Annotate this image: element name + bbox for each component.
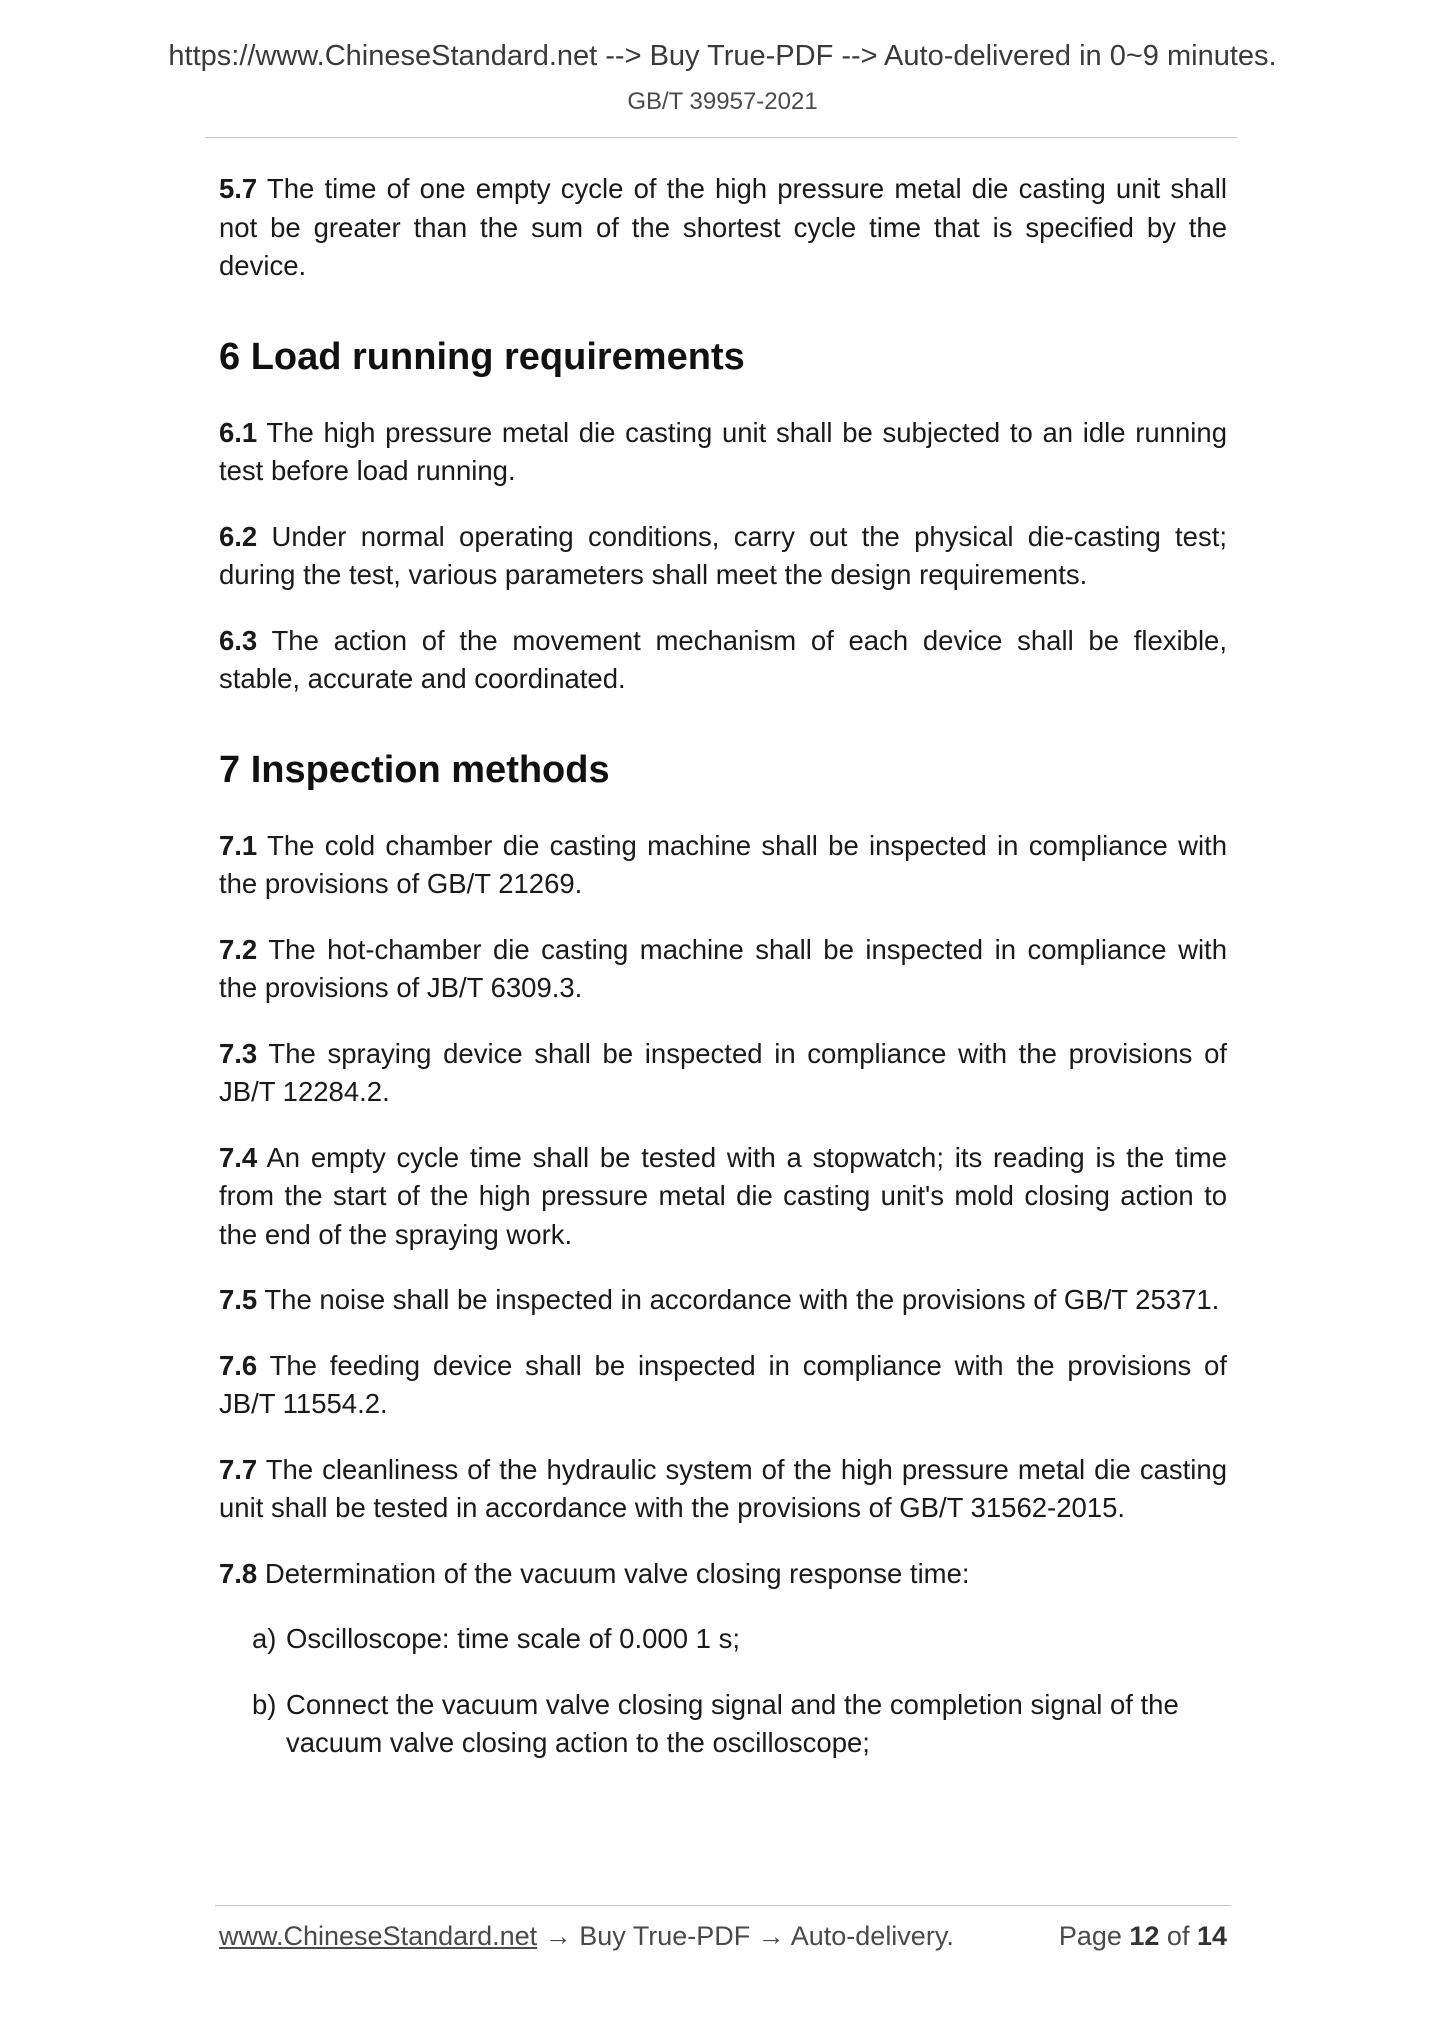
clause-number: 7.8 xyxy=(219,1557,258,1589)
clause-text: The time of one empty cycle of the high pressure metal die casting unit shall not be greater than the sum of the shortest cycle time that is specified by the device. xyxy=(219,173,1227,281)
clause-text: Determination of the vacuum valve closing response time: xyxy=(257,1557,970,1589)
clause-text: The cleanliness of the hydraulic system of the high pressure metal die casting unit shall be tested in accordance with the provisions of GB/T 31562-2015. xyxy=(219,1453,1227,1523)
list-item-b xyxy=(252,1686,1227,1763)
clause-text: The high pressure metal die casting unit shall be subjected to an idle running test before load running. xyxy=(219,416,1227,486)
clause-text: Under normal operating conditions, carry out the physical die-casting test; during the test, various parameters shall meet the design requirements. xyxy=(219,520,1227,590)
clause-number: 7.5 xyxy=(219,1284,258,1315)
clause-7-6 xyxy=(219,1347,1227,1424)
page-current: 12 xyxy=(1129,1921,1160,1951)
list-item-text: Connect the vacuum valve closing signal and the completion signal of the vacuum valve closing action to the oscilloscope; xyxy=(286,1688,1179,1758)
clause-7-1 xyxy=(219,827,1227,904)
clause-6-2 xyxy=(219,518,1227,595)
clause-7-8 xyxy=(219,1555,1227,1594)
clause-7-7 xyxy=(219,1451,1227,1528)
header-url-line: https://www.ChineseStandard.net --> Buy True-PDF --> Auto-delivered in 0~9 minutes. xyxy=(168,40,1277,72)
clause-7-5 xyxy=(219,1281,1227,1320)
clause-6-3 xyxy=(219,622,1227,699)
list-item-a xyxy=(252,1620,1227,1659)
clause-6-1 xyxy=(219,414,1227,491)
clause-text: The noise shall be inspected in accordance with the provisions of GB/T 25371. xyxy=(257,1284,1220,1315)
list-marker: a) xyxy=(252,1623,277,1654)
page-label: Page xyxy=(1058,1921,1130,1951)
clause-text: The feeding device shall be inspected in compliance with the provisions of JB/T 11554.2. xyxy=(219,1349,1227,1419)
section-heading-6: 6 Load running requirements xyxy=(219,335,745,378)
clause-number: 7.6 xyxy=(219,1349,258,1381)
footer-tagline: → Buy True-PDF → Auto-delivery. xyxy=(537,1921,954,1951)
clause-7-2 xyxy=(219,931,1227,1008)
page-of-label: of xyxy=(1159,1921,1197,1951)
document-id: GB/T 39957-2021 xyxy=(627,88,818,115)
list-item-text: Oscilloscope: time scale of 0.000 1 s; xyxy=(286,1623,740,1654)
clause-number: 6.2 xyxy=(219,520,258,552)
list-marker: b) xyxy=(252,1688,277,1720)
page-content xyxy=(219,170,1227,1790)
clause-number: 7.7 xyxy=(219,1453,258,1485)
footer-site-link[interactable]: www.ChineseStandard.net xyxy=(219,1921,538,1951)
page-footer xyxy=(219,1921,1227,1961)
page-number xyxy=(1059,1921,1227,1952)
section-heading-7: 7 Inspection methods xyxy=(219,748,610,791)
clause-text: The cold chamber die casting machine shall be inspected in compliance with the provisions of GB/T 21269. xyxy=(219,829,1227,899)
clause-number: 6.1 xyxy=(219,416,258,448)
clause-text: An empty cycle time shall be tested with a stopwatch; its reading is the time from the start of the high pressure metal die casting unit's mold closing action to the end of the spraying work. xyxy=(219,1141,1227,1250)
page-total: 14 xyxy=(1196,1921,1227,1951)
header-divider xyxy=(205,137,1237,138)
footer-divider xyxy=(215,1905,1231,1906)
clause-text: The spraying device shall be inspected in compliance with the provisions of JB/T 12284.2. xyxy=(219,1037,1227,1107)
clause-7-4 xyxy=(219,1139,1227,1255)
clause-7-3 xyxy=(219,1035,1227,1112)
clause-number: 5.7 xyxy=(219,173,258,204)
clause-text: The action of the movement mechanism of each device shall be flexible, stable, accurate and coordinated. xyxy=(219,624,1227,694)
clause-5-7 xyxy=(219,170,1227,286)
clause-number: 6.3 xyxy=(219,624,258,656)
clause-number: 7.4 xyxy=(219,1141,258,1173)
clause-number: 7.3 xyxy=(219,1037,258,1069)
clause-number: 7.1 xyxy=(219,829,258,861)
clause-text: The hot-chamber die casting machine shall be inspected in compliance with the provisions of JB/T 6309.3. xyxy=(219,933,1227,1003)
footer-left xyxy=(219,1921,954,1952)
clause-number: 7.2 xyxy=(219,933,258,965)
